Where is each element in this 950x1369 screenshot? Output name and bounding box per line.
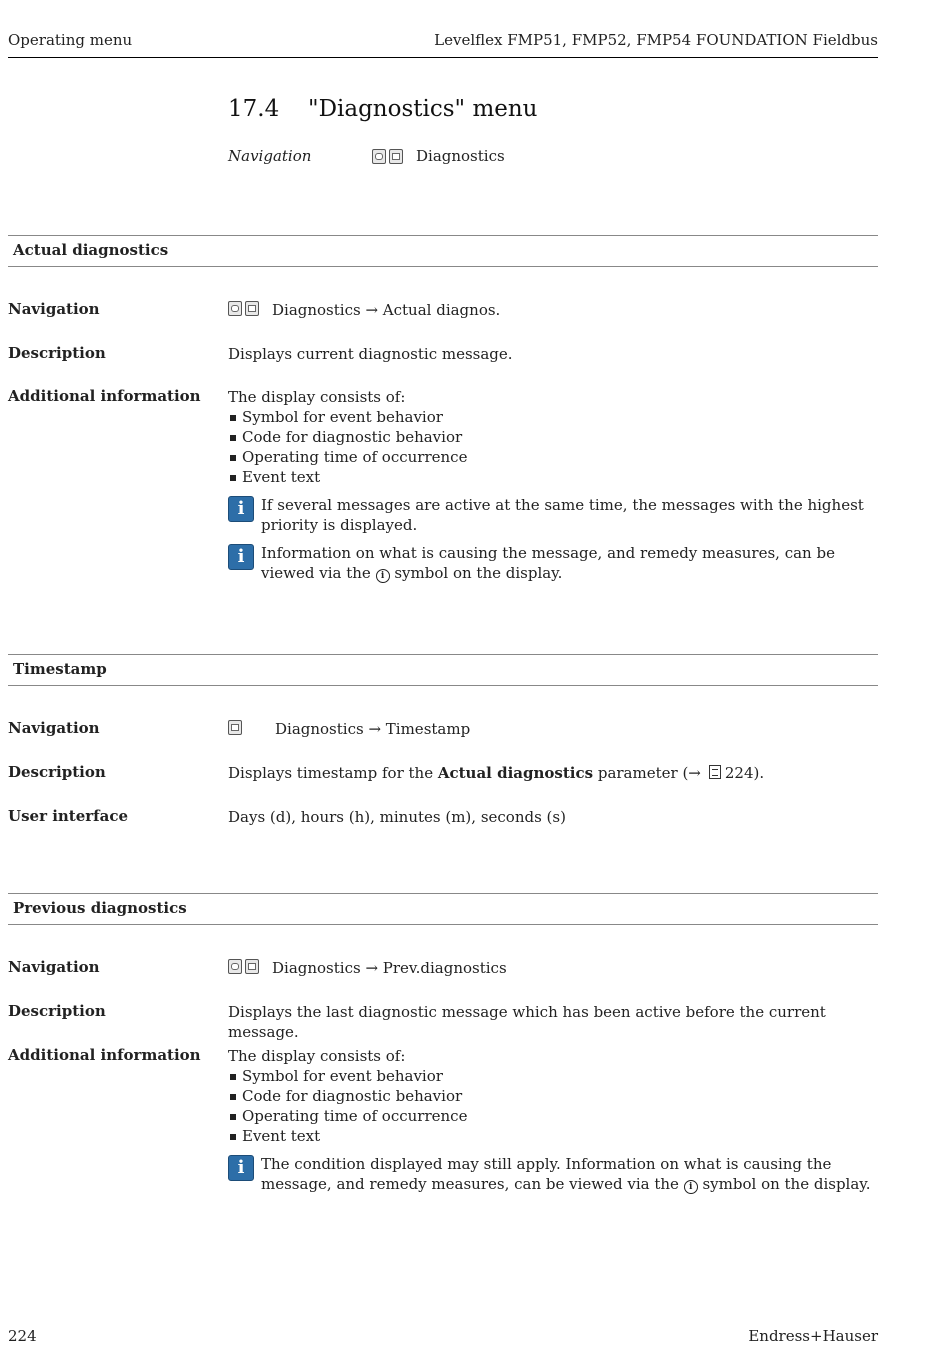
label-additional-information: Additional information [8,387,201,405]
info-circle-icon: i [376,569,390,583]
label-description: Description [8,344,106,362]
page-reference-icon [709,765,721,779]
note-text: Information on what is causing the message, and remedy measures, can be viewed via the [261,544,835,582]
section-rule-bottom [8,924,878,925]
section-rule-top [8,893,878,894]
chapter-title: "Diagnostics" menu [308,96,538,122]
note-text-end: symbol on the display. [394,564,563,582]
info-icon: i [228,1155,254,1181]
nav-path: Diagnostics → Timestamp [275,720,471,738]
section-title-previous-diagnostics: Previous diagnostics [13,899,187,917]
desc-text: Displays timestamp for the [228,764,434,782]
operating-keys-icon [228,959,262,977]
list-item: Symbol for event behavior [228,1066,878,1086]
chapter-nav-path: Diagnostics [416,147,505,165]
nav-path: Diagnostics → Prev.diagnostics [272,959,507,977]
description-timestamp [228,763,878,783]
list-item: Code for diagnostic behavior [228,1086,878,1106]
label-description: Description [8,763,106,781]
user-interface-timestamp: Days (d), hours (h), minutes (m), seconds (s) [228,808,566,826]
bullet-list [228,407,878,487]
list-item: Event text [228,467,878,487]
nav-actual-diagnostics [228,300,878,320]
label-user-interface: User interface [8,807,129,825]
header-product-title: Levelflex FMP51, FMP52, FMP54 FOUNDATION Fieldbus [434,31,878,49]
chapter-heading [228,96,538,122]
page-number: 224 [8,1327,37,1345]
nav-previous-diagnostics [228,958,878,978]
section-rule-top [8,654,878,655]
note-text: The condition displayed may still apply. Information on what is causing the message, and remedy measures, can be viewed via the [261,1155,832,1193]
list-item: Operating time of occurrence [228,1106,878,1126]
operating-keys-icon [372,149,406,167]
list-item: Event text [228,1126,878,1146]
section-title-timestamp: Timestamp [13,660,107,678]
list-item: Symbol for event behavior [228,407,878,427]
bullet-list [228,1066,878,1146]
section-title-actual-diagnostics: Actual diagnostics [13,241,169,259]
chapter-nav-label: Navigation [228,147,312,165]
label-navigation: Navigation [8,719,100,737]
page-reference[interactable]: 224). [724,764,765,782]
chapter-navigation [228,147,505,167]
note-condition [228,1154,878,1194]
info-circle-icon: i [684,1180,698,1194]
note-priority [228,495,878,535]
additional-intro: The display consists of: [228,1047,406,1065]
section-rule-top [8,235,878,236]
header-section-title: Operating menu [8,31,133,49]
additional-intro: The display consists of: [228,388,406,406]
additional-info-previous [228,1046,878,1194]
note-text-end: symbol on the display. [702,1175,871,1193]
description-previous: Displays the last diagnostic message which has been active before the current message. [228,1003,826,1041]
section-rule-bottom [8,266,878,267]
section-rule-bottom [8,685,878,686]
label-navigation: Navigation [8,300,100,318]
desc-text: parameter (→ [597,764,701,782]
additional-info-actual [228,387,878,583]
label-navigation: Navigation [8,958,100,976]
nav-timestamp [228,719,878,739]
info-icon: i [228,544,254,570]
note-text: If several messages are active at the same time, the messages with the highest priority is displayed. [261,496,864,534]
chapter-number: 17.4 [228,96,280,122]
description-actual: Displays current diagnostic message. [228,345,513,363]
brand-name: Endress+Hauser [748,1327,878,1345]
note-remedy [228,543,878,583]
list-item: Operating time of occurrence [228,447,878,467]
operating-keys-icon [228,301,262,319]
nav-path: Diagnostics → Actual diagnos. [272,301,501,319]
label-description: Description [8,1002,106,1020]
list-item: Code for diagnostic behavior [228,427,878,447]
operating-keys-icon [228,720,245,738]
info-icon: i [228,496,254,522]
parameter-link[interactable]: Actual diagnostics [437,764,594,782]
label-additional-information: Additional information [8,1046,201,1064]
header-divider [8,57,878,58]
